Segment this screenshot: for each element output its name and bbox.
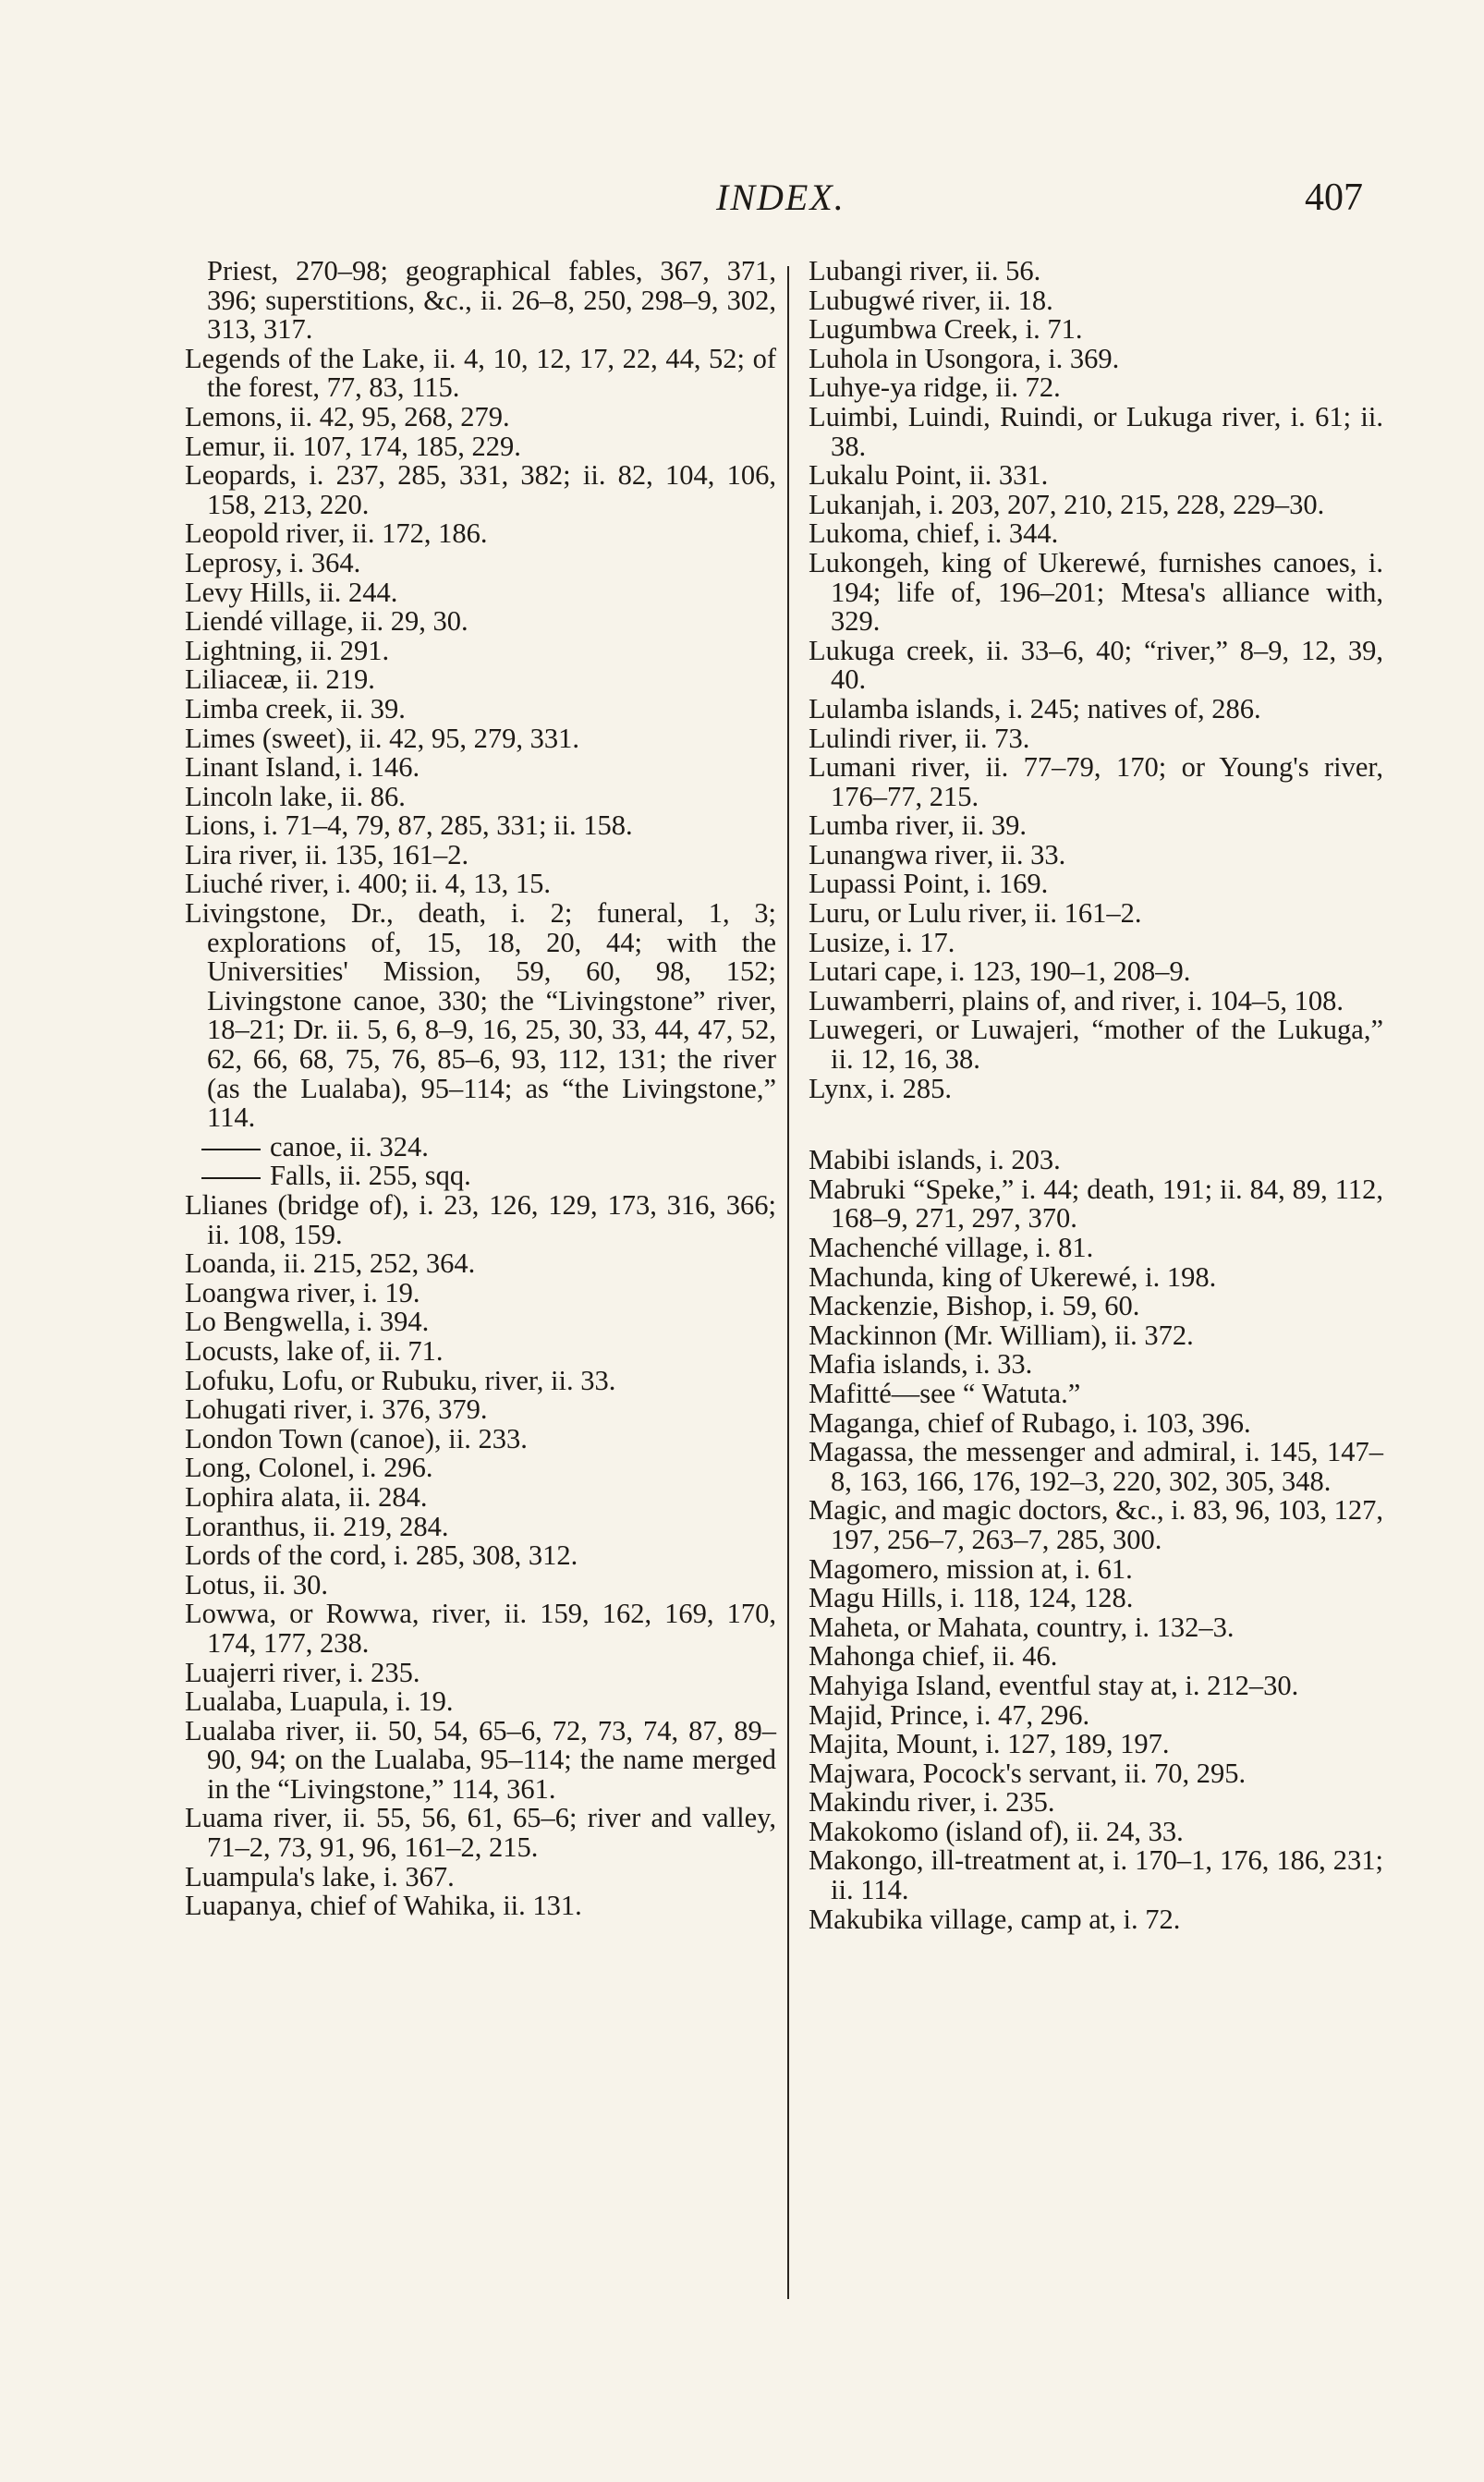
index-entry: Magic, and magic doctors, &c., i. 83, 96, 103, 127, 197, 256–7, 263–7, 285, 300. <box>809 1494 1383 1555</box>
index-entry: Leopold river, ii. 172, 186. <box>185 517 488 550</box>
index-entry: Majita, Mount, i. 127, 189, 197. <box>809 1728 1170 1760</box>
index-entry: Legends of the Lake, ii. 4, 10, 12, 17, 22, 44, 52; of the forest, 77, 83, 115. <box>185 342 776 404</box>
index-column-left <box>185 257 776 1921</box>
index-entry: Magomero, mission at, i. 61. <box>809 1552 1133 1585</box>
index-entry: Lions, i. 71–4, 79, 87, 285, 331; ii. 158. <box>185 809 633 842</box>
index-entry: Majwara, Pocock's servant, ii. 70, 295. <box>809 1757 1247 1789</box>
index-entry: Makokomo (island of), ii. 24, 33. <box>809 1815 1184 1847</box>
index-entry: Luajerri river, i. 235. <box>185 1656 420 1688</box>
index-entry: Lusize, i. 17. <box>809 926 955 958</box>
index-entry: Mabruki “Speke,” i. 44; death, 191; ii. 84, 89, 112, 168–9, 271, 297, 370. <box>809 1173 1383 1235</box>
index-entry: Lukalu Point, ii. 331. <box>809 459 1049 492</box>
index-entry: Lutari cape, i. 123, 190–1, 208–9. <box>809 955 1191 988</box>
index-subentry: canoe, ii. 324. <box>185 1133 776 1162</box>
index-entry: Liuché river, i. 400; ii. 4, 13, 15. <box>185 868 552 900</box>
index-entry: Lubangi river, ii. 56. <box>809 255 1041 286</box>
index-entry: Lords of the cord, i. 285, 308, 312. <box>185 1539 578 1572</box>
index-entry: Lualaba, Luapula, i. 19. <box>185 1685 454 1718</box>
index-entry: Lukanjah, i. 203, 207, 210, 215, 228, 229–30. <box>809 488 1325 520</box>
index-entry: Makindu river, i. 235. <box>809 1786 1055 1819</box>
index-entry: Loanda, ii. 215, 252, 364. <box>185 1247 476 1280</box>
index-entry: Livingstone, Dr., death, i. 2; funeral, 1, 3; explorations of, 15, 18, 20, 44; with the Universities' Mission, 59, 60, 98, 152; Livingstone canoe, 330; the “Livingstone” river, 18–21; Dr. ii. 5, 6, 8–9, 16, 25, 30, 33, 44, 47, 52, 62, 66, 68, 75, 76, 85–6, 93, 112, 131; the river (as the Lualaba), 95–114; as “the Livingstone,” 114. <box>185 897 776 1134</box>
index-entry: Lumani river, ii. 77–79, 170; or Young's river, 176–77, 215. <box>809 751 1383 812</box>
index-entry: Lulamba islands, i. 245; natives of, 286. <box>809 692 1261 724</box>
index-entry: Liliaceæ, ii. 219. <box>185 663 375 696</box>
running-head-title: INDEX. <box>716 176 845 218</box>
index-entry: Luhye-ya ridge, ii. 72. <box>809 371 1061 404</box>
index-entry: Lira river, ii. 135, 161–2. <box>185 838 469 870</box>
index-entry: Majid, Prince, i. 47, 296. <box>809 1698 1090 1731</box>
index-entry: Machunda, king of Ukerewé, i. 198. <box>809 1260 1217 1293</box>
index-entry: Magu Hills, i. 118, 124, 128. <box>809 1582 1134 1614</box>
index-entry: Lupassi Point, i. 169. <box>809 868 1049 900</box>
index-entry: Mafitté—see “ Watuta.” <box>809 1377 1081 1409</box>
index-entry: Mabibi islands, i. 203. <box>809 1144 1061 1176</box>
index-entry: Makongo, ill-treatment at, i. 170–1, 176, 186, 231; ii. 114. <box>809 1844 1383 1906</box>
index-entry: Lo Bengwella, i. 394. <box>185 1306 430 1338</box>
index-entry: Lumba river, ii. 39. <box>809 809 1027 842</box>
column-divider <box>787 266 789 2299</box>
index-entry: Limba creek, ii. 39. <box>185 692 406 724</box>
index-entry: Lemons, ii. 42, 95, 268, 279. <box>185 400 510 432</box>
index-subentry: Falls, ii. 255, sqq. <box>185 1162 776 1191</box>
index-entry: Mackinnon (Mr. William), ii. 372. <box>809 1319 1194 1351</box>
page-number: 407 <box>1305 176 1363 219</box>
index-entry: Locusts, lake of, ii. 71. <box>185 1334 444 1367</box>
index-entry: Lofuku, Lofu, or Rubuku, river, ii. 33. <box>185 1364 616 1396</box>
index-column-right <box>809 257 1383 1934</box>
index-entry: Luampula's lake, i. 367. <box>185 1860 455 1892</box>
index-entry: Luhola in Usongora, i. 369. <box>809 342 1120 374</box>
index-entry: Lukuga creek, ii. 33–6, 40; “river,” 8–9, 12, 39, 40. <box>809 634 1383 696</box>
index-entry: Machenché village, i. 81. <box>809 1232 1094 1263</box>
index-entry: Lowwa, or Rowwa, river, ii. 159, 162, 169, 170, 174, 177, 238. <box>185 1598 776 1659</box>
index-entry: Lynx, i. 285. <box>809 1072 953 1104</box>
index-entry: Limes (sweet), ii. 42, 95, 279, 331. <box>185 722 579 754</box>
index-entry: Lightning, ii. 291. <box>185 634 390 666</box>
index-entry: Lohugati river, i. 376, 379. <box>185 1393 488 1426</box>
index-entry: Mahonga chief, ii. 46. <box>809 1640 1058 1673</box>
index-entry: Luama river, ii. 55, 56, 61, 65–6; river and valley, 71–2, 73, 91, 96, 161–2, 215. <box>185 1802 776 1864</box>
index-entry: Mackenzie, Bishop, i. 59, 60. <box>809 1290 1140 1322</box>
index-entry: Loranthus, ii. 219, 284. <box>185 1510 449 1542</box>
index-entry: Liendé village, ii. 29, 30. <box>185 605 468 638</box>
index-entry: Loangwa river, i. 19. <box>185 1276 420 1308</box>
index-entry: Maheta, or Mahata, country, i. 132–3. <box>809 1611 1235 1643</box>
index-entry: Lophira alata, ii. 284. <box>185 1480 428 1513</box>
index-entry: Leopards, i. 237, 285, 331, 382; ii. 82, 104, 106, 158, 213, 220. <box>185 459 776 520</box>
index-entry: Lubugwé river, ii. 18. <box>809 284 1053 316</box>
index-entry: Luwamberri, plains of, and river, i. 104–5, 108. <box>809 984 1344 1016</box>
index-entry: Lualaba river, ii. 50, 54, 65–6, 72, 73, 74, 87, 89–90, 94; on the Lualaba, 95–114; the name merged in the “Livingstone,” 114, 361. <box>185 1714 776 1805</box>
index-entry: Luru, or Lulu river, ii. 161–2. <box>809 897 1142 930</box>
index-entry: Luapanya, chief of Wahika, ii. 131. <box>185 1890 582 1922</box>
index-entry: Lemur, ii. 107, 174, 185, 229. <box>185 430 521 462</box>
index-entry: Mahyiga Island, eventful stay at, i. 212–30. <box>809 1669 1299 1701</box>
index-entry: Maganga, chief of Rubago, i. 103, 396. <box>809 1406 1251 1439</box>
index-entry: Lukongeh, king of Ukerewé, furnishes canoes, i. 194; life of, 196–201; Mtesa's alliance with, 329. <box>809 546 1383 638</box>
index-entry: Lulindi river, ii. 73. <box>809 722 1030 754</box>
index-entry: Lincoln lake, ii. 86. <box>185 780 406 812</box>
index-entry: Lotus, ii. 30. <box>185 1568 329 1600</box>
index-entry: Mafia islands, i. 33. <box>809 1348 1033 1381</box>
index-entry: Priest, 270–98; geographical fables, 367, 371, 396; superstitions, &c., ii. 26–8, 250, 298–9, 302, 313, 317. <box>207 255 776 346</box>
index-entry: Magassa, the messenger and admiral, i. 145, 147–8, 163, 166, 176, 192–3, 220, 302, 305, 348. <box>809 1436 1383 1497</box>
index-entry: Luimbi, Luindi, Ruindi, or Lukuga river, i. 61; ii. 38. <box>809 400 1383 462</box>
index-entry: Llianes (bridge of), i. 23, 126, 129, 173, 316, 366; ii. 108, 159. <box>185 1189 776 1250</box>
index-entry: Leprosy, i. 364. <box>185 546 361 578</box>
index-entry: Lunangwa river, ii. 33. <box>809 838 1066 870</box>
index-entry: Levy Hills, ii. 244. <box>185 576 398 608</box>
index-entry: Linant Island, i. 146. <box>185 751 420 784</box>
index-entry: London Town (canoe), ii. 233. <box>185 1422 528 1454</box>
index-entry: Lugumbwa Creek, i. 71. <box>809 313 1083 346</box>
running-head <box>0 176 1484 231</box>
index-entry: Lukoma, chief, i. 344. <box>809 517 1059 550</box>
index-entry: Luwegeri, or Luwajeri, “mother of the Lukuga,” ii. 12, 16, 38. <box>809 1014 1383 1076</box>
index-entry: Makubika village, camp at, i. 72. <box>809 1903 1181 1935</box>
index-entry: Long, Colonel, i. 296. <box>185 1452 433 1484</box>
